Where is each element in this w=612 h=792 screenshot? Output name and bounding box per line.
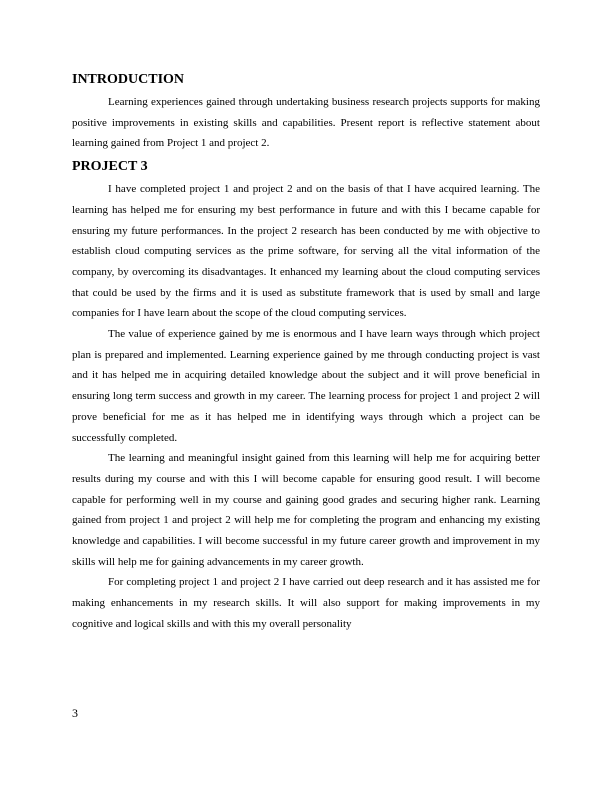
- project-3-paragraph-2: The value of experience gained by me is enormous and I have learn ways through which project plan is prepared and implemented. Learning experience gained by me through conducting project is vast and it has helped me in acquiring detailed knowledge about the subject and it will prove beneficial in ensuring long term success and growth in my career. The learning process for project 1 and project 2 will prove beneficial for me as it has helped me in identifying ways through which a project can be successfully completed.: [72, 328, 540, 444]
- project-3-paragraph-1: I have completed project 1 and project 2 and on the basis of that I have acquired learning. The learning has helped me for ensuring my best performance in future and with this I became capable for ensuring my future performances. In the project 2 research has been conducted by me with objective to establish cloud computing services as the prime software, for serving all the vital information of the company, by overcoming its disadvantages. It enhanced my learning about the cloud computing services that could be used by the firms and it is used as substitute framework that is used by small and large companies for I have learn about the scope of the cloud computing services.: [72, 183, 540, 320]
- section-heading-introduction: INTRODUCTION: [72, 72, 185, 87]
- page-number: 3: [72, 706, 78, 720]
- page-content: [72, 70, 540, 635]
- project-3-paragraph-4: For completing project 1 and project 2 I have carried out deep research and it has assisted me for making enhancements in my research skills. It will also support for making improvements in my cognitive and logical skills and with this my overall personality: [72, 576, 540, 630]
- section-heading-project-3: PROJECT 3: [72, 159, 148, 175]
- project-3-paragraph-3: The learning and meaningful insight gained from this learning will help me for acquiring better results during my course and with this I will become capable for ensuring good result. I will become capable for performing well in my course and gaining good grades and securing higher rank. Learning gained from project 1 and project 2 will help me for completing the program and enhancing my existing knowledge and capabilities. I will become successful in my future career growth and improvement in my skills will help me for gaining advancements in my career growth.: [72, 452, 540, 568]
- introduction-paragraph: Learning experiences gained through undertaking business research projects supports for making positive improvements in existing skills and capabilities. Present report is reflective statement about learning gained from Project 1 and project 2.: [72, 96, 540, 150]
